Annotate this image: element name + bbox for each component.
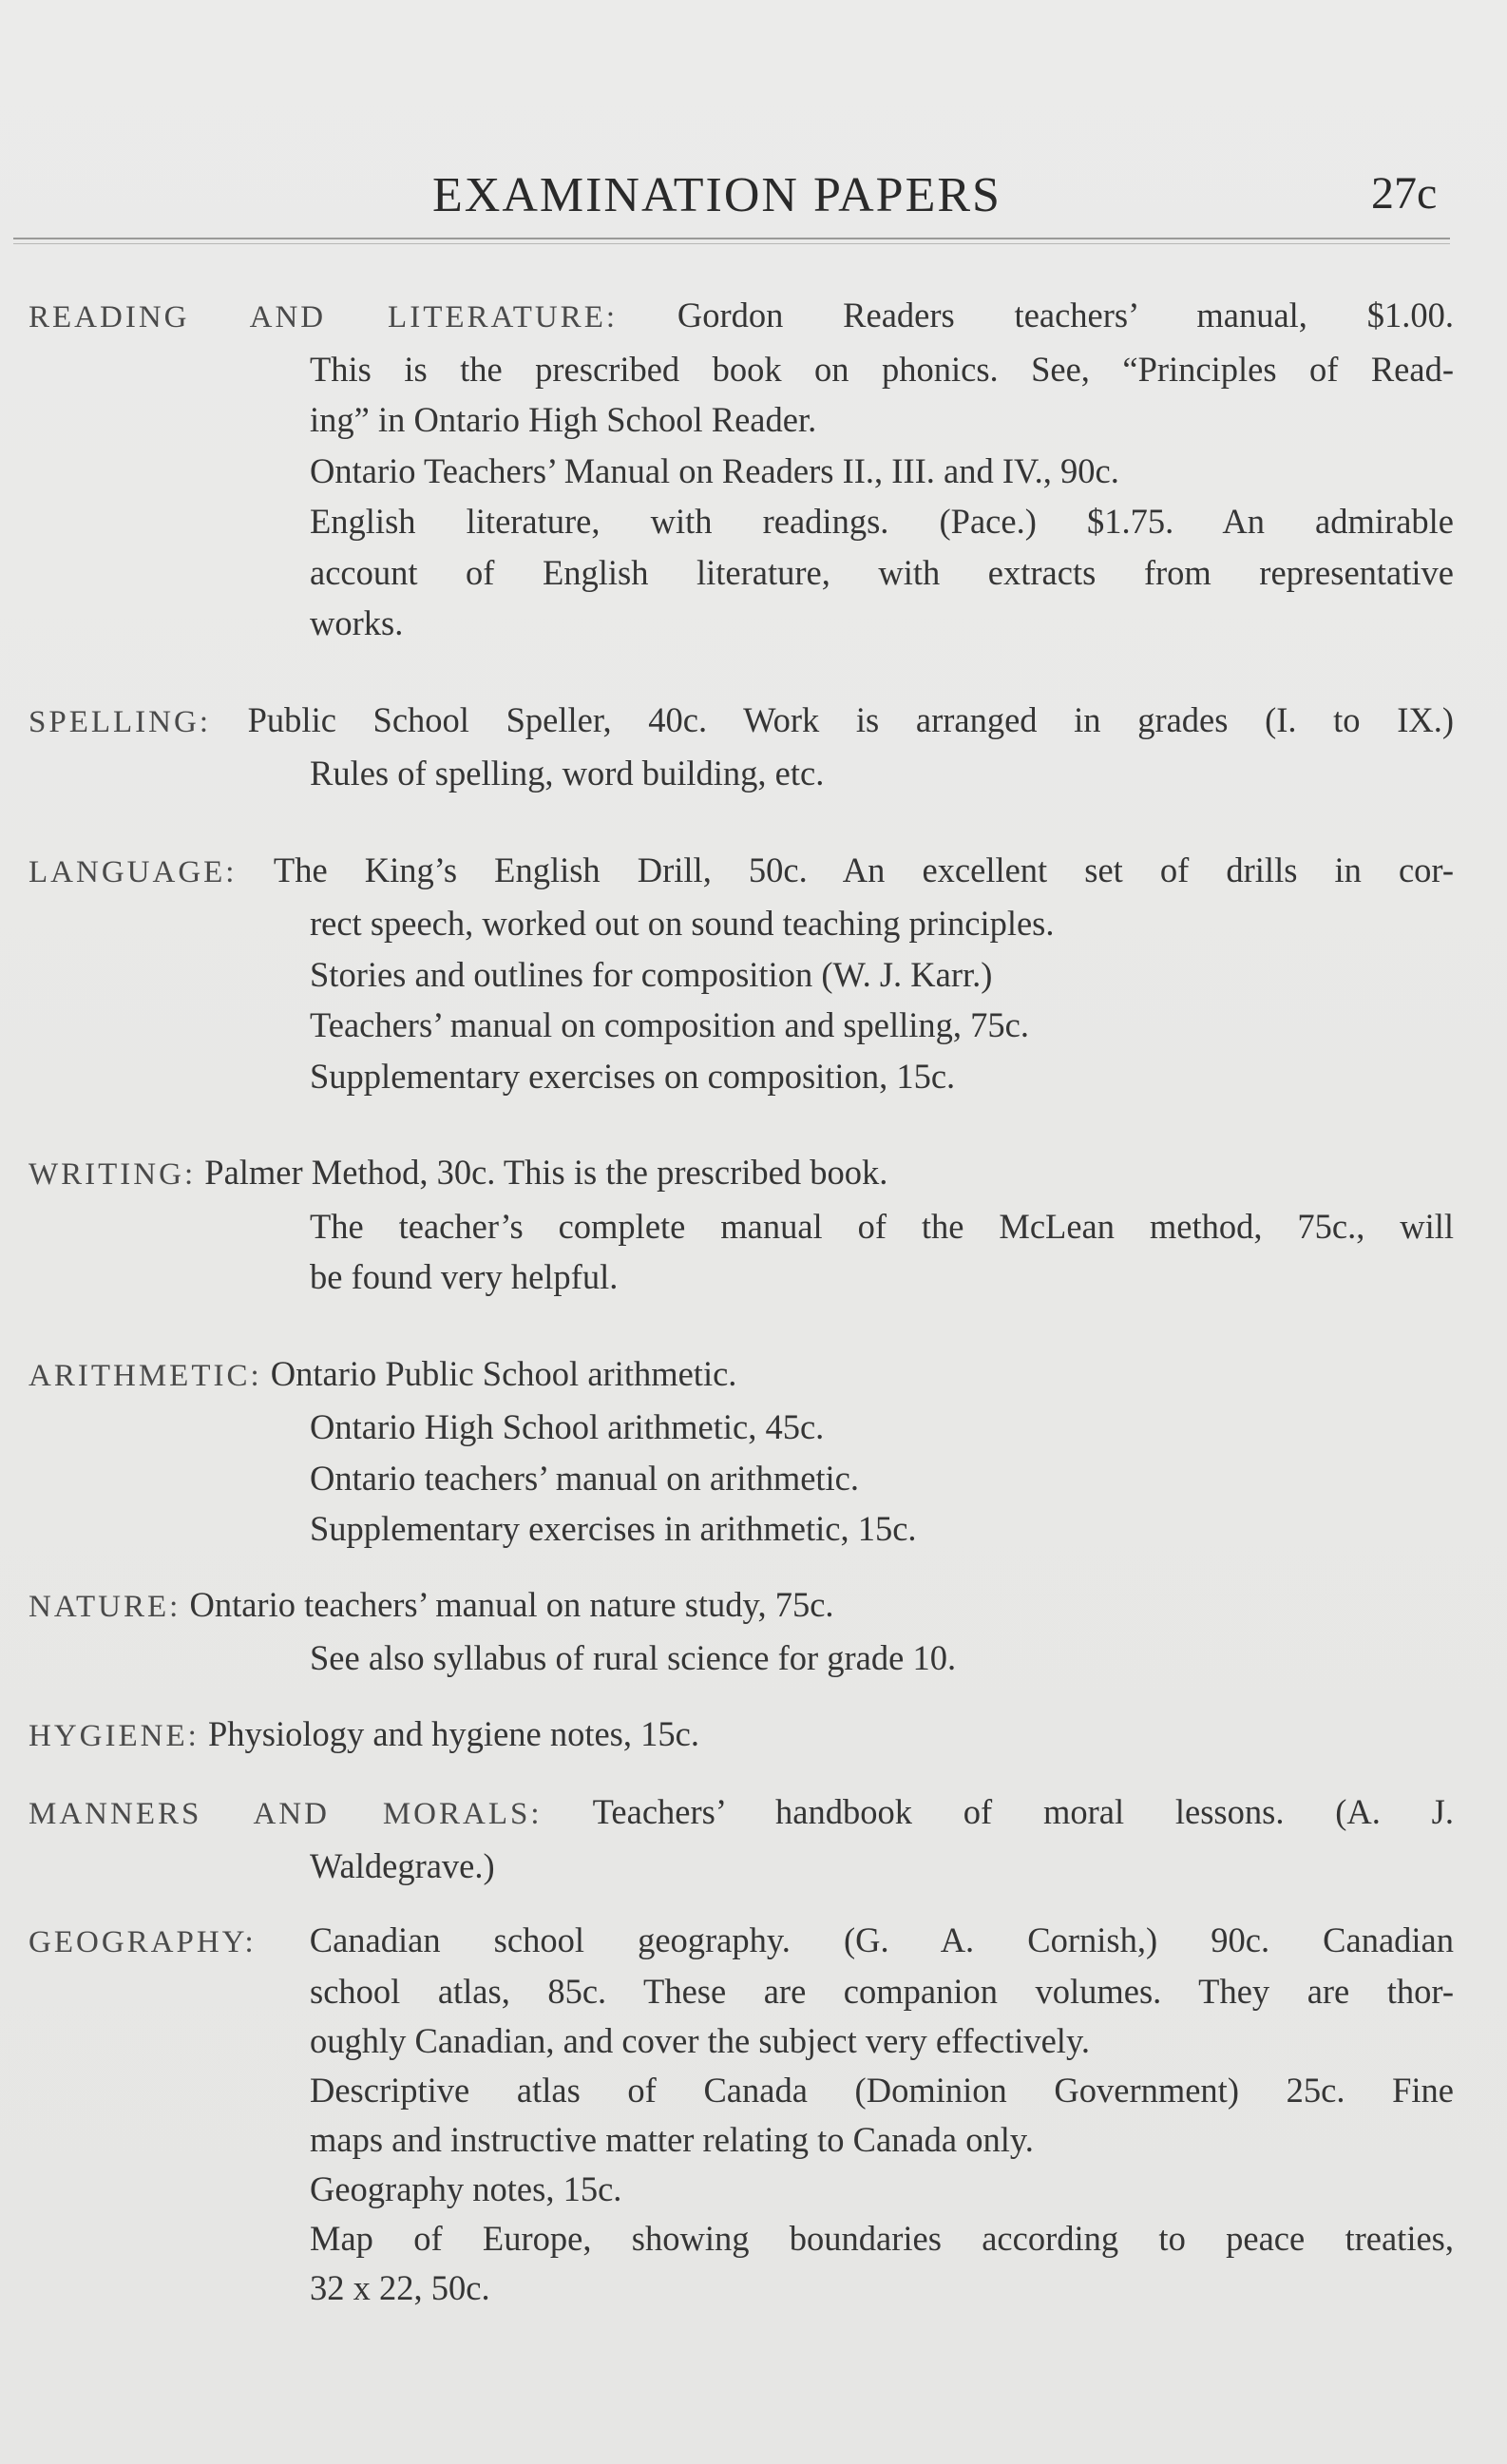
entry-line: Supplementary exercises in arithmetic, 15c. (310, 1509, 917, 1548)
entry-heading: READING AND LITERATURE: (29, 300, 619, 334)
entry-heading: ARITHMETIC: (29, 1358, 262, 1393)
entry-line: school atlas, 85c. These are companion volumes. They are thor- (310, 1972, 1454, 2011)
entry-line: works. (310, 603, 404, 642)
entry-text: Palmer Method, 30c. This is the prescribed book. (196, 1153, 888, 1192)
entry-text: Ontario Public School arithmetic. (261, 1353, 737, 1393)
header-rule (13, 238, 1450, 239)
entry-hygiene (29, 1709, 1454, 1763)
entry-line: Supplementary exercises on composition, 15c. (310, 1056, 956, 1096)
entry-text: Canadian school geography. (G. A. Cornish,) 90c. Canadian (256, 1920, 1454, 1959)
entry-line: be found very helpful. (310, 1257, 619, 1296)
entry-heading: GEOGRAPHY: (29, 1925, 257, 1959)
entry-line: Ontario High School arithmetic, 45c. (310, 1407, 825, 1446)
entry-first-line (29, 845, 1454, 899)
entry-line: Stories and outlines for composition (W. J. Karr.) (310, 954, 993, 994)
entry-heading: WRITING: (29, 1157, 197, 1192)
entry-heading: MANNERS AND MORALS: (29, 1797, 543, 1831)
entry-first-line (29, 1579, 1454, 1633)
entry-geography (29, 1916, 1454, 2313)
entries (29, 290, 1454, 2359)
entry-line: maps and instructive matter relating to Canada only. (310, 2120, 1034, 2159)
entry-first-line (29, 1709, 1454, 1763)
running-head (0, 167, 1507, 234)
header-rule-thin (13, 243, 1450, 244)
entry-first-line (29, 695, 1454, 749)
entry-line: Map of Europe, showing boundaries according to peace treaties, (310, 2219, 1454, 2258)
entry-text: Public School Speller, 40c. Work is arranged in grades (I. to IX.) (211, 699, 1454, 739)
entry-language (29, 845, 1454, 1102)
entry-arithmetic (29, 1348, 1454, 1555)
entry-first-line (29, 1147, 1454, 1201)
entry-heading: NATURE: (29, 1589, 181, 1624)
entry-line: See also syllabus of rural science for grade 10. (310, 1638, 957, 1677)
entry-line: Ontario Teachers’ Manual on Readers II., III. and IV., 90c. (310, 450, 1119, 490)
entry-line: Waldegrave.) (310, 1845, 495, 1885)
entry-line: English literature, with readings. (Pace.) $1.75. An admirable (310, 502, 1454, 541)
entry-manners-morals (29, 1786, 1454, 1891)
entry-heading: HYGIENE: (29, 1718, 200, 1753)
page-number: 27c (1371, 168, 1438, 219)
entry-text: Teachers’ handbook of moral lessons. (A. J. (542, 1792, 1454, 1831)
entry-text: The King’s English Drill, 50c. An excellent set of drills in cor- (237, 850, 1454, 889)
entry-first-line (29, 290, 1454, 344)
entry-line: Teachers’ manual on composition and spelling, 75c. (310, 1005, 1029, 1044)
entry-line: Ontario teachers’ manual on arithmetic. (310, 1458, 860, 1498)
entry-text: Ontario teachers’ manual on nature study, 75c. (181, 1584, 834, 1624)
entry-reading-literature (29, 290, 1454, 649)
entry-line: Rules of spelling, word building, etc. (310, 754, 825, 793)
entry-line: account of English literature, with extracts from representative (310, 552, 1454, 592)
entry-line: Geography notes, 15c. (310, 2169, 622, 2208)
entry-text: Gordon Readers teachers’ manual, $1.00. (618, 296, 1455, 334)
entry-line: The teacher’s complete manual of the McLean method, 75c., will (310, 1206, 1454, 1246)
entry-line: ing” in Ontario High School Reader. (310, 400, 817, 439)
entry-writing (29, 1147, 1454, 1303)
entry-first-line (29, 1916, 1454, 1967)
entry-line: This is the prescribed book on phonics. See, “Principles of Read- (310, 349, 1454, 389)
entry-line: oughly Canadian, and cover the subject very effectively. (310, 2021, 1090, 2060)
entry-line: rect speech, worked out on sound teaching principles. (310, 904, 1055, 943)
entry-heading: SPELLING: (29, 704, 211, 739)
entry-line: Descriptive atlas of Canada (Dominion Government) 25c. Fine (310, 2071, 1454, 2110)
entry-nature (29, 1579, 1454, 1684)
entry-first-line (29, 1348, 1454, 1403)
entry-first-line (29, 1786, 1454, 1841)
entry-heading: LANGUAGE: (29, 854, 238, 889)
running-title: EXAMINATION PAPERS (432, 168, 1001, 222)
entry-line: 32 x 22, 50c. (310, 2268, 490, 2307)
entry-text: Physiology and hygiene notes, 15c. (199, 1713, 699, 1753)
entry-spelling (29, 695, 1454, 799)
